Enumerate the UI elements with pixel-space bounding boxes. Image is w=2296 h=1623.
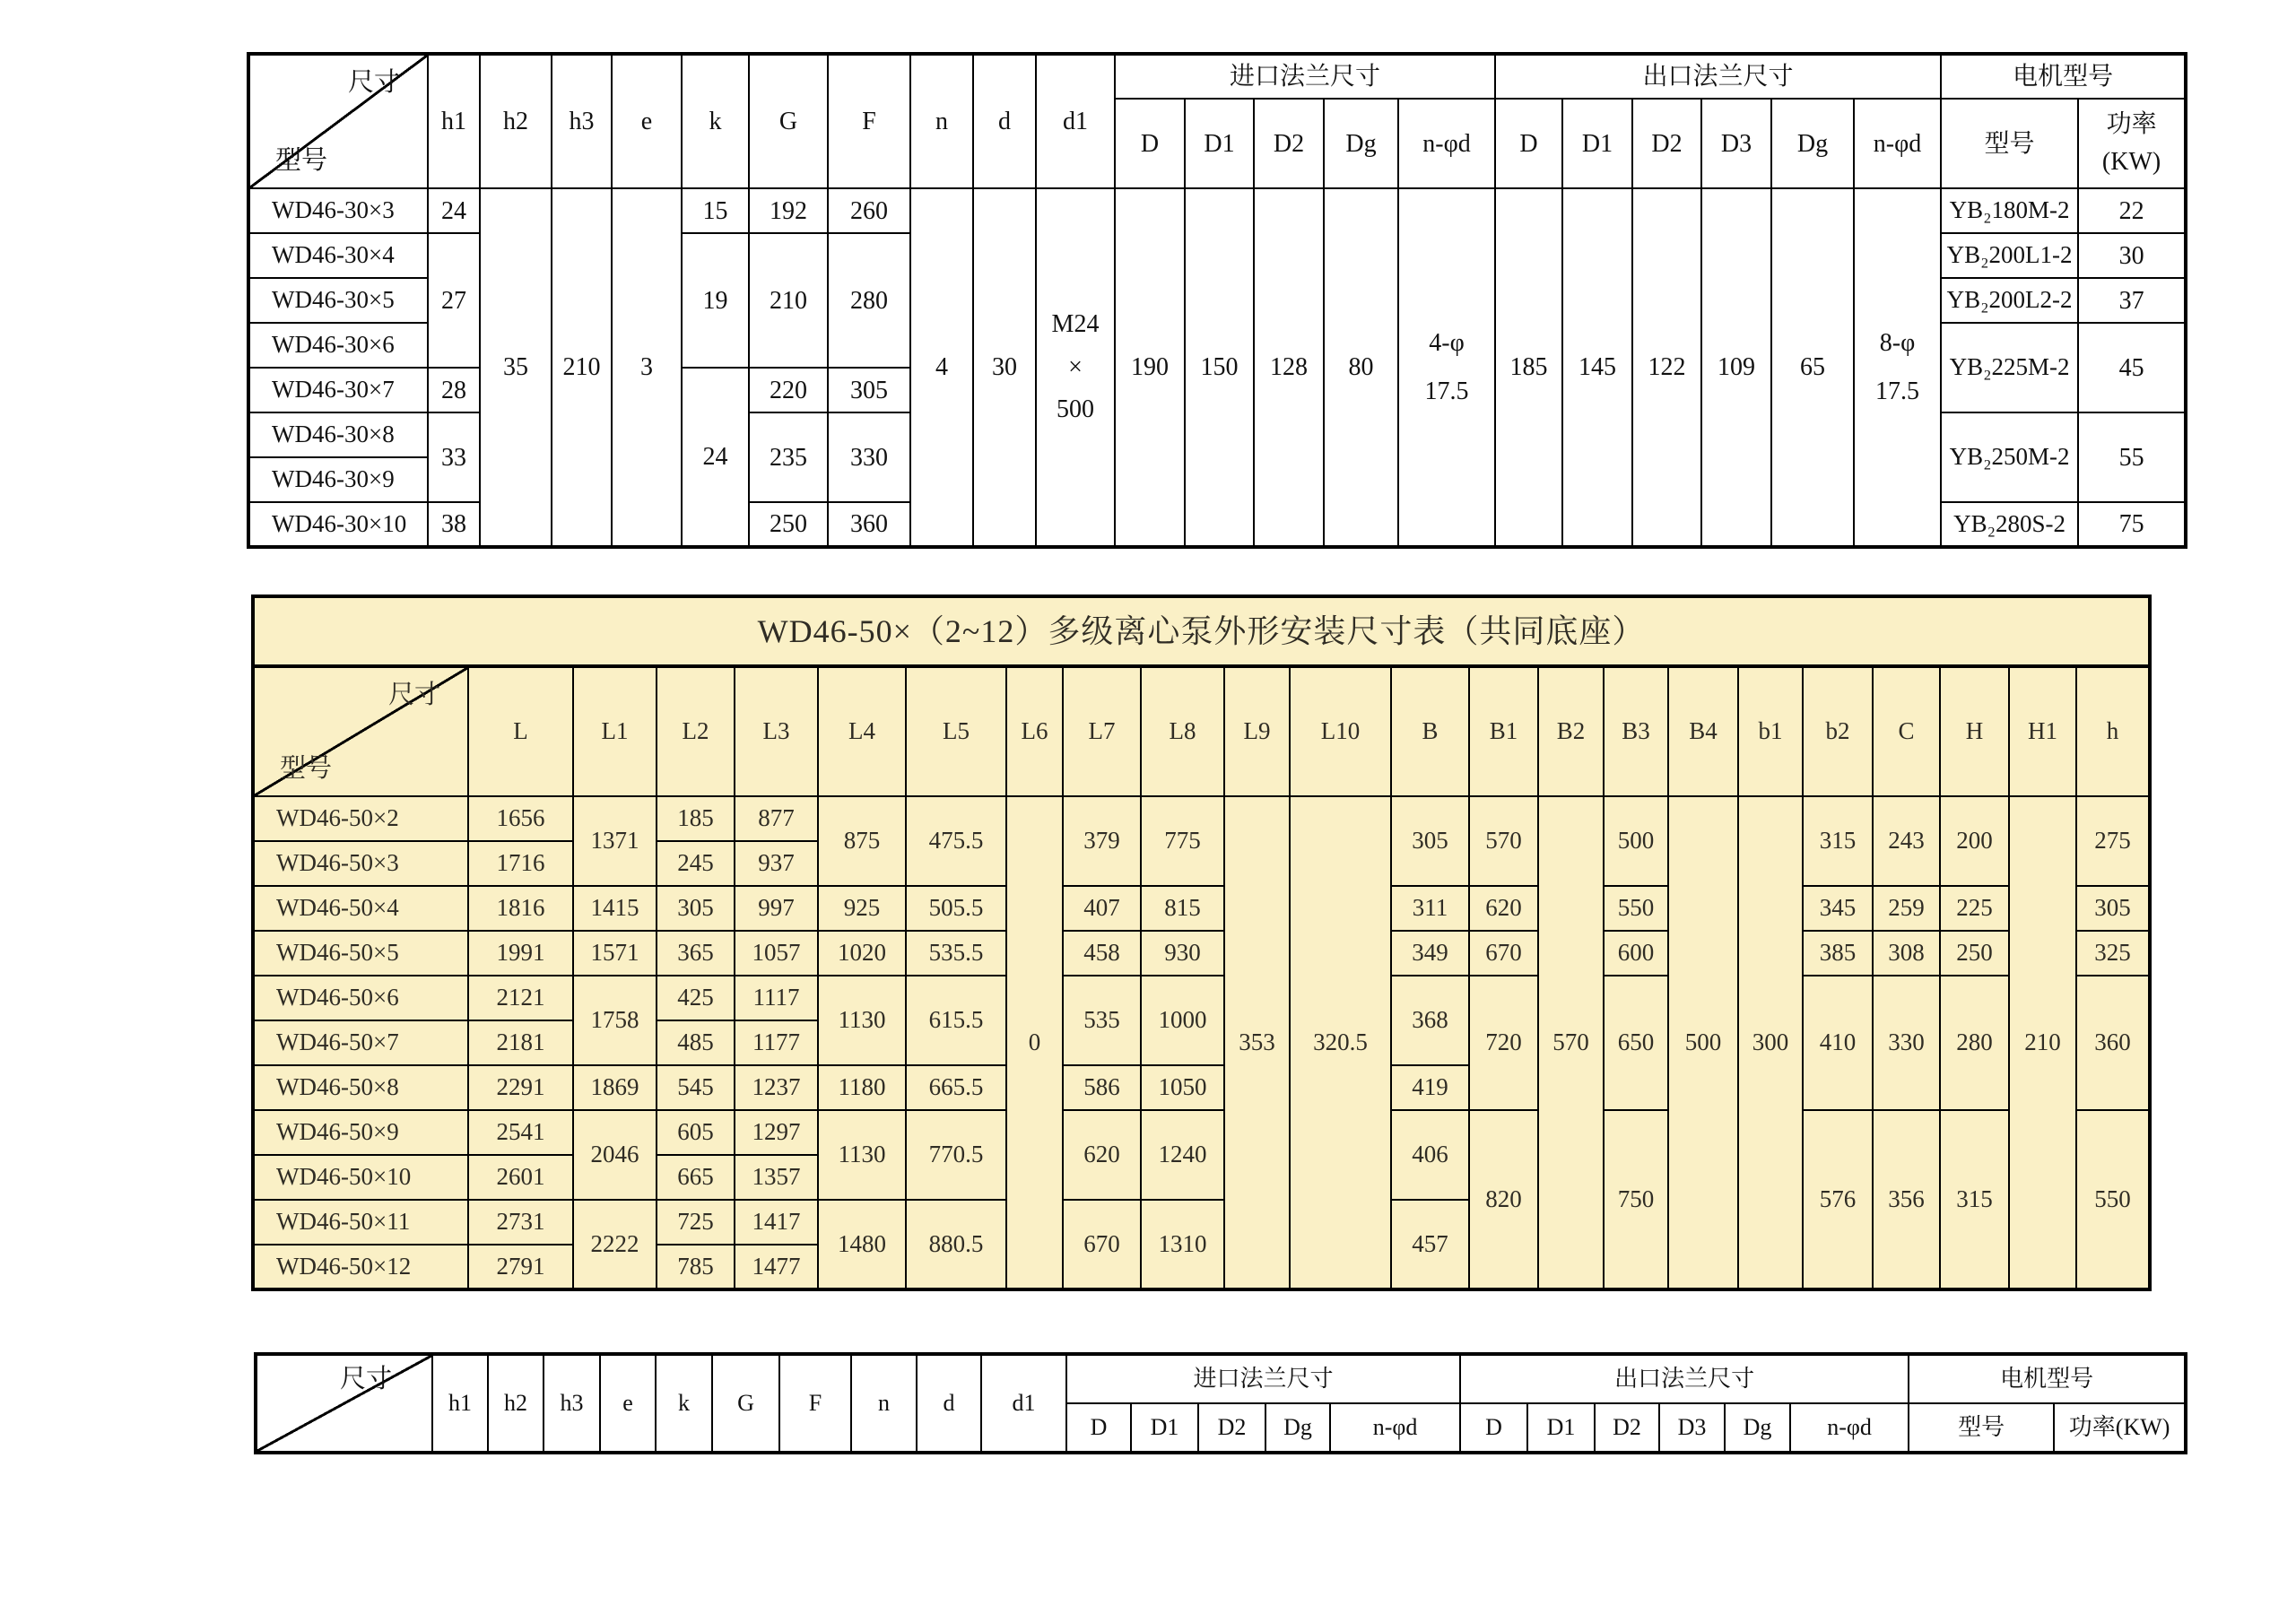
cell-L3: 997 — [735, 886, 818, 931]
cell-L7-merged: 535 — [1063, 976, 1141, 1065]
cell-model: WD46-50×7 — [253, 1020, 468, 1065]
cell-d1-merged: M24 × 500 — [1036, 188, 1115, 547]
cell-model: WD46-50×2 — [253, 796, 468, 841]
cell-L8: 1050 — [1141, 1065, 1224, 1110]
cell-outlet-D3: 109 — [1701, 188, 1771, 547]
cell-L2: 425 — [657, 976, 735, 1020]
cell-L5-merged: 770.5 — [906, 1110, 1006, 1200]
th-F: F — [828, 54, 910, 188]
corner-model-label: 型号 — [275, 145, 328, 175]
cell-model: WD46-30×3 — [248, 188, 428, 233]
cell-L4-merged: 1130 — [818, 1110, 906, 1200]
cell-inlet-D1: 150 — [1185, 188, 1254, 547]
cell-h3-merged: 210 — [552, 188, 612, 547]
cell-C-merged: 243 — [1873, 796, 1940, 886]
cell-L3: 1117 — [735, 976, 818, 1020]
cell-F-merged: 280 — [828, 233, 910, 368]
cell-F: 305 — [828, 368, 910, 412]
cell-outlet-D2: 122 — [1632, 188, 1701, 547]
cell-k-merged: 19 — [682, 233, 749, 368]
th-outlet-nphid: n-φd — [1790, 1403, 1909, 1453]
cell-H1-merged: 210 — [2009, 796, 2076, 1289]
cell-L7-merged: 620 — [1063, 1110, 1141, 1200]
th-F: F — [779, 1354, 851, 1453]
th-B2: B2 — [1538, 666, 1604, 796]
th-h1: h1 — [432, 1354, 488, 1453]
cell-motor-model: YB₂280S-2 — [1941, 502, 2078, 547]
th-L8: L8 — [1141, 666, 1224, 796]
cell-B3: 550 — [1604, 886, 1668, 931]
corner-size-label: 尺寸 — [387, 681, 440, 709]
cell-C-merged: 330 — [1873, 976, 1940, 1110]
cell-h2-merged: 35 — [480, 188, 552, 547]
cell-L: 2541 — [468, 1110, 573, 1155]
cell-motor-model: YB₂200L2-2 — [1941, 278, 2078, 323]
cell-h1: 28 — [428, 368, 480, 412]
cell-L4: 925 — [818, 886, 906, 931]
th-B: B — [1391, 666, 1469, 796]
cell-L3: 1477 — [735, 1245, 818, 1289]
th-h3: h3 — [544, 1354, 600, 1453]
th-inlet-Dg: Dg — [1324, 99, 1398, 188]
cell-motor-model-merged: YB₂225M-2 — [1941, 323, 2078, 412]
cell-h1-merged: 33 — [428, 412, 480, 502]
cell-h-merged: 275 — [2076, 796, 2150, 886]
cell-B3-merged: 750 — [1604, 1110, 1668, 1289]
t1-corner-cell — [248, 54, 428, 188]
th-outlet-Dg: Dg — [1725, 1403, 1790, 1453]
cell-model: WD46-30×9 — [248, 457, 428, 502]
cell-inlet-D2: 128 — [1254, 188, 1324, 547]
cell-B3: 600 — [1604, 931, 1668, 976]
cell-B4-merged: 500 — [1668, 796, 1738, 1289]
cell-H-merged: 200 — [1940, 796, 2009, 886]
cell-model: WD46-30×8 — [248, 412, 428, 457]
cell-h-merged: 360 — [2076, 976, 2150, 1110]
cell-L3: 1057 — [735, 931, 818, 976]
cell-L1-merged: 2046 — [573, 1110, 657, 1200]
cell-L3: 1297 — [735, 1110, 818, 1155]
cell-b2: 345 — [1803, 886, 1873, 931]
cell-L7: 458 — [1063, 931, 1141, 976]
th-b1: b1 — [1738, 666, 1803, 796]
cell-B2-merged: 570 — [1538, 796, 1604, 1289]
cell-B1: 620 — [1469, 886, 1538, 931]
t1-header-row-groups — [248, 54, 2186, 99]
cell-L3: 1237 — [735, 1065, 818, 1110]
th-inlet-D1: D1 — [1185, 99, 1254, 188]
th-L6: L6 — [1006, 666, 1063, 796]
th-h2: h2 — [488, 1354, 544, 1453]
th-outlet-flange-group: 出口法兰尺寸 — [1460, 1354, 1909, 1403]
cell-G: 220 — [749, 368, 828, 412]
cell-b2-merged: 410 — [1803, 976, 1873, 1110]
cell-L8: 815 — [1141, 886, 1224, 931]
th-outlet-D2: D2 — [1632, 99, 1701, 188]
cell-L2: 305 — [657, 886, 735, 931]
th-d1: d1 — [1036, 54, 1115, 188]
th-h: h — [2076, 666, 2150, 796]
th-inlet-flange-group: 进口法兰尺寸 — [1115, 54, 1495, 99]
cell-model: WD46-30×6 — [248, 323, 428, 368]
cell-L4: 1020 — [818, 931, 906, 976]
cell-L4: 1180 — [818, 1065, 906, 1110]
table-wd46-50-installation — [251, 595, 2152, 1291]
cell-F-merged: 330 — [828, 412, 910, 502]
cell-L2: 485 — [657, 1020, 735, 1065]
cell-L1: 1869 — [573, 1065, 657, 1110]
cell-model: WD46-50×12 — [253, 1245, 468, 1289]
th-motor-group: 电机型号 — [1909, 1354, 2186, 1403]
t2-row-7 — [253, 1110, 2150, 1155]
th-inlet-flange-group: 进口法兰尺寸 — [1066, 1354, 1460, 1403]
cell-L1-merged: 1371 — [573, 796, 657, 886]
cell-L2: 185 — [657, 796, 735, 841]
cell-outlet-D: 185 — [1495, 188, 1562, 547]
cell-b2-merged: 576 — [1803, 1110, 1873, 1289]
th-L1: L1 — [573, 666, 657, 796]
cell-L1: 1571 — [573, 931, 657, 976]
cell-H: 250 — [1940, 931, 2009, 976]
th-outlet-Dg: Dg — [1771, 99, 1854, 188]
cell-L7-merged: 379 — [1063, 796, 1141, 886]
cell-motor-power: 30 — [2078, 233, 2186, 278]
cell-outlet-nphid: 8-φ 17.5 — [1854, 188, 1941, 547]
corner-model-label: 型号 — [280, 753, 333, 783]
cell-L: 2181 — [468, 1020, 573, 1065]
cell-model: WD46-50×9 — [253, 1110, 468, 1155]
th-d: d — [917, 1354, 981, 1453]
cell-L3: 1417 — [735, 1200, 818, 1245]
cell-n-merged: 4 — [910, 188, 973, 547]
th-outlet-D1: D1 — [1562, 99, 1632, 188]
cell-L4-merged: 1130 — [818, 976, 906, 1065]
th-e: e — [612, 54, 682, 188]
cell-B1-merged: 570 — [1469, 796, 1538, 886]
cell-h: 325 — [2076, 931, 2150, 976]
th-n: n — [851, 1354, 917, 1453]
cell-F: 260 — [828, 188, 910, 233]
cell-motor-power-merged: 55 — [2078, 412, 2186, 502]
cell-k: 15 — [682, 188, 749, 233]
cell-d-merged: 30 — [973, 188, 1036, 547]
cell-outlet-D1: 145 — [1562, 188, 1632, 547]
cell-L8-merged: 1000 — [1141, 976, 1224, 1065]
th-inlet-D2: D2 — [1198, 1403, 1265, 1453]
th-n: n — [910, 54, 973, 188]
th-outlet-flange-group: 出口法兰尺寸 — [1495, 54, 1941, 99]
th-G: G — [712, 1354, 779, 1453]
cell-h1: 24 — [428, 188, 480, 233]
cell-L2: 365 — [657, 931, 735, 976]
cell-B: 311 — [1391, 886, 1469, 931]
th-H: H — [1940, 666, 2009, 796]
cell-H-merged: 280 — [1940, 976, 2009, 1110]
cell-k-merged: 24 — [682, 368, 749, 547]
cell-motor-power: 75 — [2078, 502, 2186, 547]
th-motor-model: 型号 — [1909, 1403, 2054, 1453]
cell-model: WD46-50×6 — [253, 976, 468, 1020]
cell-B-merged: 406 — [1391, 1110, 1469, 1200]
th-L4: L4 — [818, 666, 906, 796]
cell-L2: 665 — [657, 1155, 735, 1200]
cell-inlet-nphid: 4-φ 17.5 — [1398, 188, 1495, 547]
th-h1: h1 — [428, 54, 480, 188]
cell-model: WD46-50×5 — [253, 931, 468, 976]
cell-G: 250 — [749, 502, 828, 547]
th-C: C — [1873, 666, 1940, 796]
cell-L8: 930 — [1141, 931, 1224, 976]
th-G: G — [749, 54, 828, 188]
t2-title-row — [253, 596, 2150, 666]
th-L5: L5 — [906, 666, 1006, 796]
th-motor-model: 型号 — [1941, 99, 2078, 188]
cell-inlet-Dg: 80 — [1324, 188, 1398, 547]
cell-B3-merged: 650 — [1604, 976, 1668, 1110]
cell-C: 259 — [1873, 886, 1940, 931]
th-inlet-D1: D1 — [1131, 1403, 1198, 1453]
th-motor-power: 功率 (KW) — [2078, 99, 2186, 188]
cell-b2: 385 — [1803, 931, 1873, 976]
th-inlet-D: D — [1066, 1403, 1131, 1453]
cell-L5: 665.5 — [906, 1065, 1006, 1110]
cell-model: WD46-50×10 — [253, 1155, 468, 1200]
th-d1: d1 — [981, 1354, 1066, 1453]
cell-h1-merged: 27 — [428, 233, 480, 368]
cell-H: 225 — [1940, 886, 2009, 931]
corner-size-label: 尺寸 — [339, 1365, 392, 1393]
th-outlet-D: D — [1460, 1403, 1527, 1453]
t2-row-4 — [253, 976, 2150, 1020]
th-H1: H1 — [2009, 666, 2076, 796]
th-inlet-D: D — [1115, 99, 1185, 188]
th-L9: L9 — [1224, 666, 1290, 796]
th-L3: L3 — [735, 666, 818, 796]
cell-F: 360 — [828, 502, 910, 547]
t2-row-3 — [253, 931, 2150, 976]
t2-table-title: WD46-50×（2~12）多级离心泵外形安装尺寸表（共同底座） — [253, 596, 2150, 666]
t3-corner-cell — [256, 1354, 432, 1453]
cell-H-merged: 315 — [1940, 1110, 2009, 1289]
cell-B1-merged: 720 — [1469, 976, 1538, 1110]
th-outlet-D3: D3 — [1659, 1403, 1725, 1453]
cell-L2: 785 — [657, 1245, 735, 1289]
cell-model: WD46-50×3 — [253, 841, 468, 886]
cell-h: 305 — [2076, 886, 2150, 931]
cell-outlet-Dg: 65 — [1771, 188, 1854, 547]
cell-G-merged: 235 — [749, 412, 828, 502]
cell-L10-merged: 320.5 — [1290, 796, 1391, 1289]
th-outlet-D: D — [1495, 99, 1562, 188]
cell-L: 1991 — [468, 931, 573, 976]
cell-B-merged: 457 — [1391, 1200, 1469, 1289]
cell-b2-merged: 315 — [1803, 796, 1873, 886]
th-e: e — [600, 1354, 656, 1453]
cell-B1-merged: 820 — [1469, 1110, 1538, 1289]
cell-L8-merged: 775 — [1141, 796, 1224, 886]
table-wd46-50-flange-header — [254, 1352, 2187, 1454]
th-outlet-D2: D2 — [1595, 1403, 1659, 1453]
th-k: k — [656, 1354, 712, 1453]
th-L: L — [468, 666, 573, 796]
cell-L6-merged: 0 — [1006, 796, 1063, 1289]
th-B3: B3 — [1604, 666, 1668, 796]
cell-model: WD46-50×11 — [253, 1200, 468, 1245]
cell-model: WD46-50×4 — [253, 886, 468, 931]
cell-L: 1656 — [468, 796, 573, 841]
cell-C: 308 — [1873, 931, 1940, 976]
cell-B: 349 — [1391, 931, 1469, 976]
cell-L8-merged: 1310 — [1141, 1200, 1224, 1289]
cell-B1: 670 — [1469, 931, 1538, 976]
corner-size-label: 尺寸 — [347, 68, 400, 97]
th-B1: B1 — [1469, 666, 1538, 796]
th-L7: L7 — [1063, 666, 1141, 796]
cell-L: 2601 — [468, 1155, 573, 1200]
cell-model: WD46-30×5 — [248, 278, 428, 323]
cell-motor-model: YB₂180M-2 — [1941, 188, 2078, 233]
cell-model: WD46-50×8 — [253, 1065, 468, 1110]
cell-h-merged: 550 — [2076, 1110, 2150, 1289]
cell-b1-merged: 300 — [1738, 796, 1803, 1289]
cell-inlet-D: 190 — [1115, 188, 1185, 547]
t1-row-0 — [248, 188, 2186, 233]
cell-model: WD46-30×10 — [248, 502, 428, 547]
cell-L3: 877 — [735, 796, 818, 841]
cell-B-merged: 368 — [1391, 976, 1469, 1065]
cell-L2: 245 — [657, 841, 735, 886]
cell-L7: 407 — [1063, 886, 1141, 931]
cell-L1-merged: 2222 — [573, 1200, 657, 1289]
th-outlet-D3: D3 — [1701, 99, 1771, 188]
cell-L9-merged: 353 — [1224, 796, 1290, 1289]
th-h2: h2 — [480, 54, 552, 188]
cell-e-merged: 3 — [612, 188, 682, 547]
th-L10: L10 — [1290, 666, 1391, 796]
cell-L7-merged: 670 — [1063, 1200, 1141, 1289]
cell-L5-merged: 880.5 — [906, 1200, 1006, 1289]
th-k: k — [682, 54, 749, 188]
cell-L5-merged: 615.5 — [906, 976, 1006, 1065]
cell-motor-power-merged: 45 — [2078, 323, 2186, 412]
cell-motor-model-merged: YB₂250M-2 — [1941, 412, 2078, 502]
cell-L: 1816 — [468, 886, 573, 931]
th-outlet-nphid: n-φd — [1854, 99, 1941, 188]
cell-L: 1716 — [468, 841, 573, 886]
cell-L: 2731 — [468, 1200, 573, 1245]
th-b2: b2 — [1803, 666, 1873, 796]
cell-L: 2791 — [468, 1245, 573, 1289]
cell-h1: 38 — [428, 502, 480, 547]
cell-L4-merged: 875 — [818, 796, 906, 886]
table-wd46-30-dimensions — [247, 52, 2187, 549]
th-inlet-D2: D2 — [1254, 99, 1324, 188]
th-inlet-nphid: n-φd — [1330, 1403, 1460, 1453]
th-inlet-Dg: Dg — [1265, 1403, 1330, 1453]
t2-header-row — [253, 666, 2150, 796]
cell-motor-power: 37 — [2078, 278, 2186, 323]
cell-C-merged: 356 — [1873, 1110, 1940, 1289]
cell-G-merged: 210 — [749, 233, 828, 368]
cell-L5: 505.5 — [906, 886, 1006, 931]
cell-L8-merged: 1240 — [1141, 1110, 1224, 1200]
cell-model: WD46-30×4 — [248, 233, 428, 278]
t2-row-2 — [253, 886, 2150, 931]
th-h3: h3 — [552, 54, 612, 188]
cell-L: 2291 — [468, 1065, 573, 1110]
cell-B-merged: 305 — [1391, 796, 1469, 886]
cell-motor-model: YB₂200L1-2 — [1941, 233, 2078, 278]
th-L2: L2 — [657, 666, 735, 796]
cell-G: 192 — [749, 188, 828, 233]
t2-row-0 — [253, 796, 2150, 841]
th-d: d — [973, 54, 1036, 188]
cell-L: 2121 — [468, 976, 573, 1020]
cell-L2: 725 — [657, 1200, 735, 1245]
cell-L4-merged: 1480 — [818, 1200, 906, 1289]
cell-B: 419 — [1391, 1065, 1469, 1110]
cell-L7: 586 — [1063, 1065, 1141, 1110]
th-B4: B4 — [1668, 666, 1738, 796]
th-inlet-nphid: n-φd — [1398, 99, 1495, 188]
cell-L2: 545 — [657, 1065, 735, 1110]
cell-L2: 605 — [657, 1110, 735, 1155]
cell-B3-merged: 500 — [1604, 796, 1668, 886]
cell-L5: 535.5 — [906, 931, 1006, 976]
cell-model: WD46-30×7 — [248, 368, 428, 412]
th-outlet-D1: D1 — [1527, 1403, 1595, 1453]
t2-corner-cell — [253, 666, 468, 796]
cell-L5-merged: 475.5 — [906, 796, 1006, 886]
cell-motor-power: 22 — [2078, 188, 2186, 233]
cell-L1: 1415 — [573, 886, 657, 931]
t3-header-row-groups — [256, 1354, 2186, 1403]
cell-L1-merged: 1758 — [573, 976, 657, 1065]
th-motor-power: 功率(KW) — [2054, 1403, 2186, 1453]
cell-L3: 1357 — [735, 1155, 818, 1200]
th-motor-group: 电机型号 — [1941, 54, 2186, 99]
cell-L3: 937 — [735, 841, 818, 886]
cell-L3: 1177 — [735, 1020, 818, 1065]
